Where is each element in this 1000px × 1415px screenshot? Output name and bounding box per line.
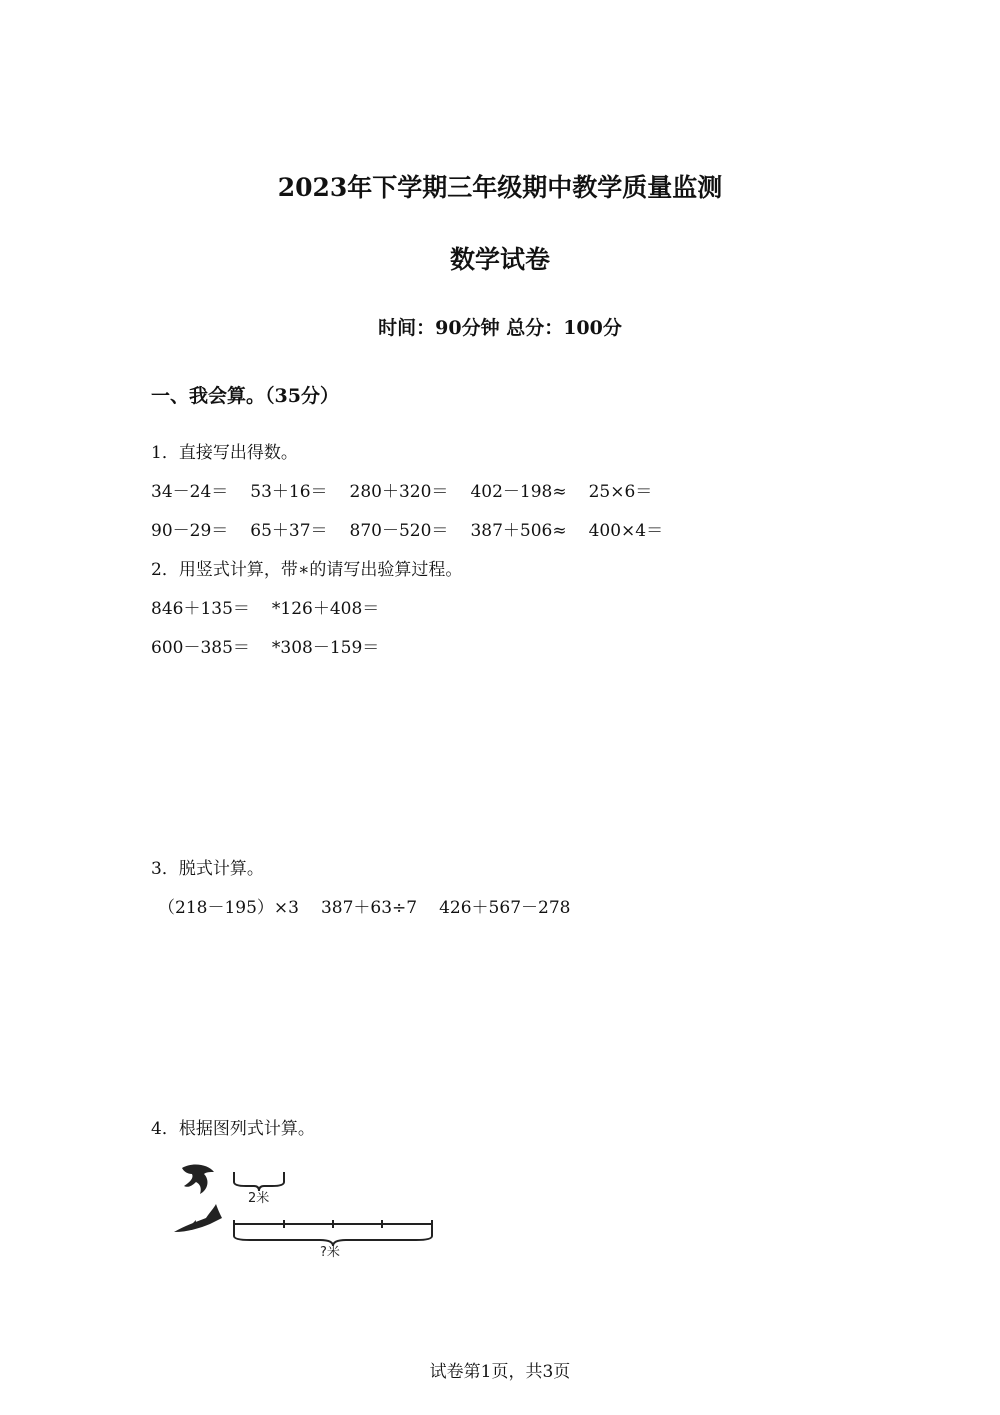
page-footer: 试卷第1页，共3页 xyxy=(429,1362,571,1382)
expression: 426＋567－278 xyxy=(439,898,571,918)
expression: 870－520＝ xyxy=(349,521,449,541)
dolphin-icon xyxy=(182,1165,214,1194)
expression: （218－195）×3 xyxy=(158,898,299,918)
expression: 90－29＝ xyxy=(151,521,229,541)
question-1-row-1 xyxy=(151,477,674,502)
expression: 387＋506≈ xyxy=(470,521,567,541)
expression: 25×6＝ xyxy=(588,482,653,502)
expression: 400×4＝ xyxy=(588,521,664,541)
whale-icon xyxy=(174,1204,222,1232)
expression: 280＋320＝ xyxy=(349,482,449,502)
question-2-row-2 xyxy=(151,633,401,658)
expression: *126＋408＝ xyxy=(271,599,380,619)
top-length-label: 2米 xyxy=(248,1191,270,1206)
page-title: 2023年下学期三年级期中教学质量监测 xyxy=(277,173,723,202)
question-3-row-1 xyxy=(158,893,592,918)
expression: *308－159＝ xyxy=(271,638,380,658)
expression: 53＋16＝ xyxy=(250,482,328,502)
question-4-label: 4．根据图列式计算。 xyxy=(151,1119,315,1139)
page-subtitle: 数学试卷 xyxy=(449,245,550,274)
question-2-label: 2．用竖式计算，带∗的请写出验算过程。 xyxy=(151,560,463,580)
section-heading: 一、我会算。（35分） xyxy=(151,385,339,407)
question-1-label: 1．直接写出得数。 xyxy=(151,443,298,463)
question-2-row-1 xyxy=(151,594,401,619)
dolphin-whale-diagram xyxy=(170,1160,440,1260)
expression: 34－24＝ xyxy=(151,482,229,502)
exam-meta: 时间：90分钟 总分：100分 xyxy=(378,317,622,339)
expression: 846＋135＝ xyxy=(151,599,250,619)
expression: 65＋37＝ xyxy=(250,521,328,541)
question-4-figure xyxy=(170,1160,440,1260)
bottom-bracket xyxy=(234,1220,432,1246)
expression: 387＋63÷7 xyxy=(320,898,418,918)
expression: 402－198≈ xyxy=(470,482,567,502)
top-bracket xyxy=(234,1172,284,1191)
expression: 600－385＝ xyxy=(151,638,250,658)
question-3-label: 3．脱式计算。 xyxy=(151,859,264,879)
bottom-length-label: ?米 xyxy=(320,1245,340,1260)
question-1-row-2 xyxy=(151,516,685,541)
